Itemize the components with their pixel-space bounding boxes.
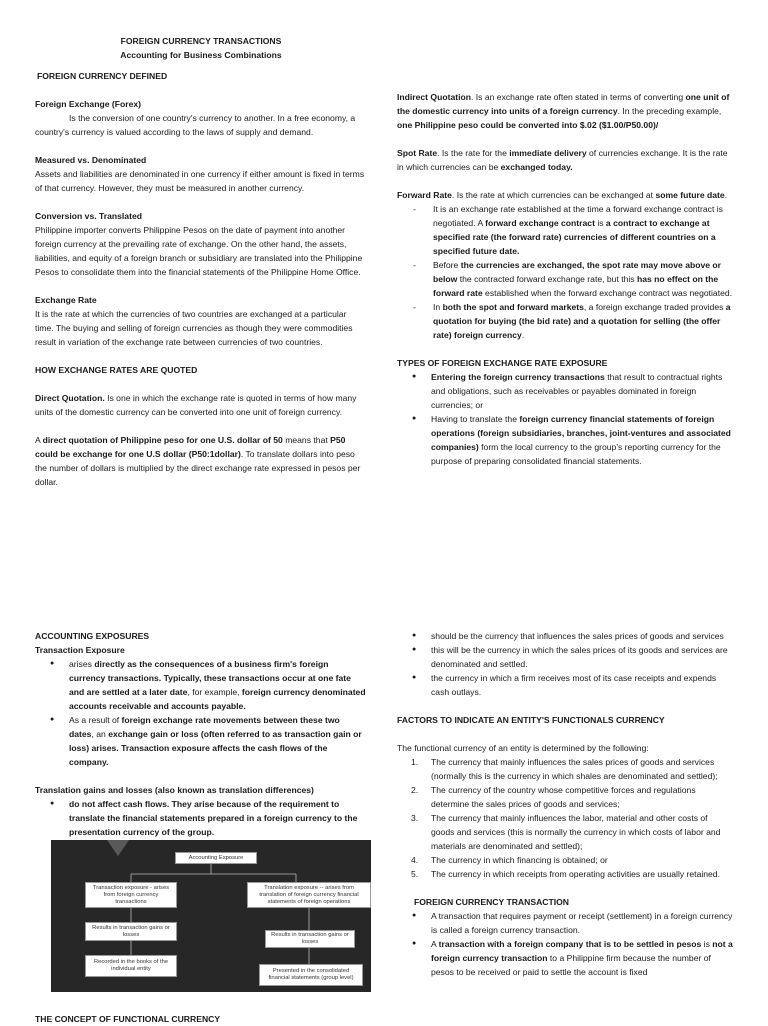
factor-text: The currency that mainly influences the sales prices of goods and services (normally this is the currency in which shales are denominated and settled); xyxy=(431,757,718,781)
exchange-rate-text: It is the rate at which the currencies of two countries are exchanged at a particular time. The buying and selling of foreign currencies as though they were commodities result in variation of the exchange rate between currencies of two countries. xyxy=(35,309,353,347)
diagram-right-mid-box: Results in transaction gains or losses xyxy=(265,930,355,948)
heading-accounting-exposures: ACCOUNTING EXPOSURES xyxy=(35,631,150,641)
translation-list xyxy=(49,797,367,839)
heading-measured-denominated: Measured vs. Denominated xyxy=(35,155,147,165)
fw3-text-3: . xyxy=(521,330,525,340)
tr1-bold-1: do not affect cash flows. They arise because of the requirement to translate the financial statements prepared in a foreign currency to the presentation currency of the group. xyxy=(69,799,358,837)
heading-functional-currency-concept: THE CONCEPT OF FUNCTIONAL CURRENCY xyxy=(35,1014,221,1024)
document-title: FOREIGN CURRENCY TRANSACTIONS xyxy=(120,36,282,46)
forex-text: Is the conversion of one country's currency to another. In a free economy, a country's currency is valued according to the laws of supply and demand. xyxy=(35,113,356,137)
spot-bold-1: immediate delivery xyxy=(509,148,587,158)
factors-intro: The functional currency of an entity is determined by the following: xyxy=(397,743,649,753)
list-item xyxy=(413,202,733,258)
fw2-text-1: Before xyxy=(433,260,461,270)
direct-quotation-label: Direct Quotation. xyxy=(35,393,105,403)
ty2-text-2: form the local currency to the group's reporting currency for the purpose of preparing consolidated financial statements. xyxy=(431,442,721,466)
fct2-text-2: is xyxy=(701,939,713,949)
forward-rate-paragraph xyxy=(397,188,733,202)
fw3-text-2: , a foreign exchange traded provides xyxy=(583,302,726,312)
ty2-bold-1: foreign currency financial statements of foreign operations (foreign subsidiaries, branches, joint-ventures and associated companies) xyxy=(431,414,731,452)
te2-bold-1: foreign exchange rate movements between these two dates xyxy=(69,715,340,739)
factor-number: 1. xyxy=(411,757,419,767)
ty1-text-1: that result to contractual rights and obligations, such as receivables or payables dominated in foreign currencies; or xyxy=(431,372,723,410)
measured-text: Assets and liabilities are denominated in one currency if either amount is fixed in terms of that currency. However, they must be measured in another currency. xyxy=(35,169,365,193)
diagram-right-bot-box: Presented in the consolidated financial statements (group level) xyxy=(259,964,363,986)
forward-rate-list xyxy=(413,202,733,342)
indirect-text-1: . Is an exchange rate often stated in terms of converting xyxy=(471,92,686,102)
direct-quotation-text: Is one in which the exchange rate is quoted in terms of how many units of the domestic currency can be converted into one unit of foreign currency. xyxy=(35,393,357,417)
list-item xyxy=(411,811,733,853)
document-subtitle: Accounting for Business Combinations xyxy=(120,50,282,60)
list-item xyxy=(411,412,733,468)
ty1-bold-1: Entering the foreign currency transactions xyxy=(431,372,605,382)
heading-factors: FACTORS TO INDICATE AN ENTITY'S FUNCTIONALS CURRENCY xyxy=(397,715,665,725)
te2-bold-2: exchange gain or loss (often referred to as transaction gain or loss) arises. Transaction exposure affects the cash flows of the company. xyxy=(69,729,362,767)
heading-types-exposure: TYPES OF FOREIGN EXCHANGE RATE EXPOSURE xyxy=(397,358,608,368)
te1-bold-1: directly as the consequences of a business firm's foreign currency transactions. Typically, these transactions occur at one fate and are settled at a later date xyxy=(69,659,351,697)
fw2-text-2: the contracted forward exchange rate, but this xyxy=(457,274,637,284)
forward-text-1: . Is the rate at which currencies can be exchanged at xyxy=(451,190,656,200)
page2-left-column xyxy=(35,629,367,839)
page2-right-column xyxy=(397,629,733,979)
heading-translation-gains: Translation gains and losses (also known as translation differences) xyxy=(35,785,314,795)
indirect-bold-1: one unit of the domestic currency into units of a foreign currency xyxy=(397,92,730,116)
fct2-text-1: A xyxy=(431,939,439,949)
list-item: ● A transaction that requires payment or receipt (settlement) in a foreign currency is called a foreign currency transaction. xyxy=(411,909,733,937)
forward-rate-label: Forward Rate xyxy=(397,190,452,200)
direct-example-paragraph xyxy=(35,433,367,489)
te1-bold-2: foreign currency denominated accounts receivable and accounts payable. xyxy=(69,687,366,711)
heading-forex: Foreign Exchange (Forex) xyxy=(35,99,142,109)
fw3-bold-1: both the spot and forward markets xyxy=(442,302,584,312)
indirect-text-2: . In the preceding example, xyxy=(617,106,722,116)
heading-how-rates-quoted: HOW EXCHANGE RATES ARE QUOTED xyxy=(35,365,198,375)
spot-text-1: . Is the rate for the xyxy=(437,148,510,158)
fw1-bold-1: forward exchange contract xyxy=(485,218,595,228)
heading-conversion-translated: Conversion vs. Translated xyxy=(35,211,142,221)
list-item: ● this will be the currency in which the sales prices of its goods and services are denominated and settled. xyxy=(411,643,733,671)
list-item xyxy=(411,755,733,783)
list-item xyxy=(411,867,733,881)
spot-rate-label: Spot Rate xyxy=(397,148,438,158)
example-part-c: means that xyxy=(282,435,331,445)
list-item xyxy=(413,258,733,300)
fw3-bold-2: a quotation for buying (the bid rate) and a quotation for selling (the offer rate) foreign currency xyxy=(433,302,731,340)
conversion-text: Philippine importer converts Philippine Pesos on the date of payment into another foreign currency at the prevailing rate of exchange. On the other hand, the assets, liabilities, and equity of a foreign branch or subsidiary are translated into the Philippine Pesos to consolidate them into the financial statements of the Philippine Home Office. xyxy=(35,225,363,277)
factor-text: The currency of the country whose competitive forces and regulations determine the sales prices of goods and services; xyxy=(431,785,696,809)
forward-bold-1: some future date xyxy=(655,190,725,200)
factor-number: 4. xyxy=(411,855,419,865)
example-bold-1: direct quotation of Philippine peso for one U.S. dollar of 50 xyxy=(42,435,283,445)
list-item: ● should be the currency that influences the sales prices of goods and services xyxy=(411,629,733,643)
fct-list xyxy=(411,909,733,979)
list-item xyxy=(49,657,367,713)
fw2-text-3: established when the forward exchange contract was negotiated. xyxy=(482,288,733,298)
types-exposure-list xyxy=(411,370,733,468)
heading-foreign-currency-defined: FOREIGN CURRENCY DEFINED xyxy=(37,71,168,81)
list-item xyxy=(49,797,367,839)
heading-exchange-rate: Exchange Rate xyxy=(35,295,97,305)
spot-bold-2: exchanged today. xyxy=(500,162,573,172)
factor-number: 3. xyxy=(411,813,419,823)
factor-number: 5. xyxy=(411,869,419,879)
fw2-bold-1: the currencies are exchanged, the spot rate may move above or below xyxy=(433,260,722,284)
list-item xyxy=(411,853,733,867)
heading-transaction-exposure: Transaction Exposure xyxy=(35,645,125,655)
te2-text-2: , an xyxy=(91,729,109,739)
example-bold-2: P50 could be exchange for one U.S dollar (P50:1dollar) xyxy=(35,435,346,459)
fw1-text-2: is xyxy=(594,218,606,228)
indirect-bold-2: one Philippine peso could be converted into $.02 ($1.00/P50.00)/ xyxy=(397,120,659,130)
heading-foreign-currency-transaction: FOREIGN CURRENCY TRANSACTION xyxy=(414,897,570,907)
te1-text-1: arises xyxy=(69,659,95,669)
fw1-text-1: It is an exchange rate established at the time a forward exchange contract is negotiated. A xyxy=(433,204,723,228)
fct2-bold-2: not a foreign currency transaction xyxy=(431,939,733,963)
list-item xyxy=(411,370,733,412)
fct2-bold-1: transaction with a foreign company that is to be settled in pesos xyxy=(438,939,702,949)
transaction-exposure-list xyxy=(49,657,367,769)
page1-right-column xyxy=(397,90,733,468)
direct-quotation-paragraph xyxy=(35,391,367,419)
example-part-a: A xyxy=(35,435,43,445)
diagram-root-box: Accounting Exposure xyxy=(175,852,257,864)
indirect-quotation-label: Indirect Quotation xyxy=(397,92,471,102)
fw1-bold-2: a contract to exchange at specified rate (the forward rate) currencies of different countries on a specified future date. xyxy=(433,218,716,256)
te1-text-2: , for example, xyxy=(187,687,242,697)
page1-left-column xyxy=(35,34,367,489)
fct2-text-3: to a Philippine firm because the number of pesos to be received or paid to settle the account is fixed xyxy=(431,953,711,977)
ty2-text-1: Having to translate the xyxy=(431,414,520,424)
diagram-left-top-box: Transaction exposure - arises from foreign currency transactions xyxy=(85,882,177,908)
diagram-left-mid-box: Results in transaction gains or losses xyxy=(85,922,177,941)
spot-rate-paragraph xyxy=(397,146,733,174)
indirect-quotation-paragraph xyxy=(397,90,733,132)
factor-text: The currency in which financing is obtained; or xyxy=(431,855,608,865)
list-item xyxy=(411,937,733,979)
functional-currency-list xyxy=(411,629,733,699)
factor-text: The currency that mainly influences the labor, material and other costs of goods and services (this is normally the currency in which costs of labor and materials are denominated and settled); xyxy=(431,813,721,851)
fw2-bold-2: has no effect on the forward rate xyxy=(433,274,719,298)
te2-text-1: As a result of xyxy=(69,715,122,725)
factor-number: 2. xyxy=(411,785,419,795)
factor-text: The currency in which receipts from operating activities are usually retained. xyxy=(431,869,720,879)
fw3-text-1: In xyxy=(433,302,443,312)
example-part-d: . To translate dollars into peso the number of dollars is multiplied by the direct exchange rate expressed in pesos per dollar. xyxy=(35,449,361,487)
factors-list xyxy=(411,755,733,881)
list-item: ● the currency in which a firm receives most of its case receipts and expends cash outlays. xyxy=(411,671,733,699)
list-item xyxy=(413,300,733,342)
accounting-exposure-diagram xyxy=(51,840,371,992)
forward-text-2: . xyxy=(724,190,728,200)
spot-text-2: of currencies exchange. It is the rate in which currencies can be xyxy=(397,148,728,172)
diagram-right-top-box: Translation exposure -- arises from translation of foreign currency financial statements of foreign operations xyxy=(247,882,371,908)
list-item xyxy=(49,713,367,769)
diagram-left-bot-box: Recorded in the books of the individual entity xyxy=(85,955,177,977)
list-item xyxy=(411,783,733,811)
